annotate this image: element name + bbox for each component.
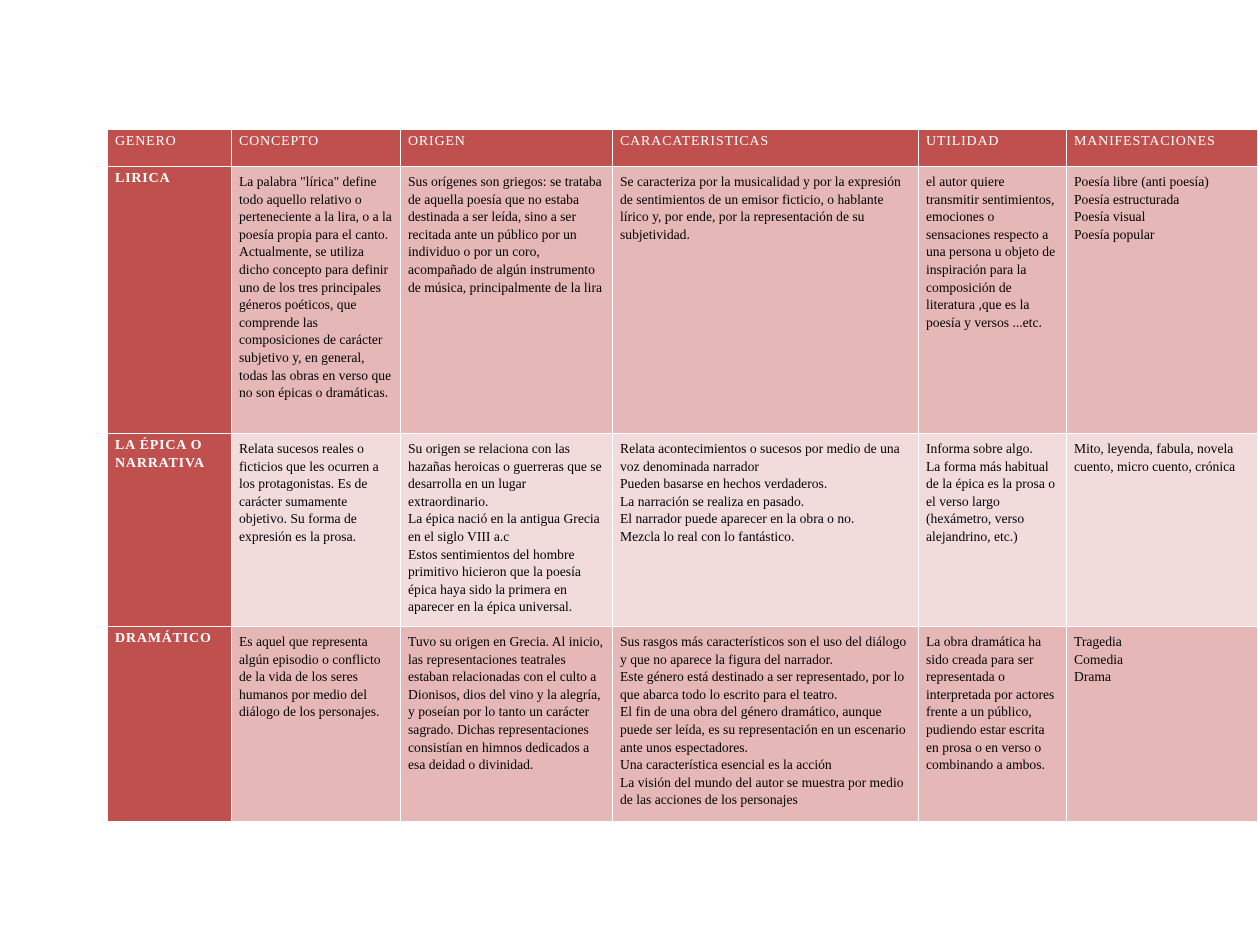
cell-concepto-epica: Relata sucesos reales o ficticios que les ocurren a los protagonistas. Es de carácter sumamente objetivo. Su forma de expresión es la prosa. bbox=[232, 434, 401, 627]
cell-concepto-lirica: La palabra "lírica" define todo aquello relativo o perteneciente a la lira, o a la poesía propia para el canto. Actualmente, se utiliza dicho concepto para definir uno de los tres principales géneros poéticos, que comprende las composiciones de carácter subjetivo y, en general, todas las obras en verso que no son épicas o dramáticas. bbox=[232, 167, 401, 434]
paragraph: Pueden basarse en hechos verdaderos. bbox=[620, 476, 828, 492]
cell-origen-lirica: Sus orígenes son griegos: se trataba de aquella poesía que no estaba destinada a ser leída, sino a ser recitada ante un público por un individuo o por un coro, acompañado de algún instrumento de música, principalmente de la lira bbox=[401, 167, 613, 434]
paragraph: Relata acontecimientos o sucesos por medio de una voz denominada narrador bbox=[620, 441, 900, 474]
manifestacion-item: Drama bbox=[1074, 669, 1111, 685]
header-origen: ORIGEN bbox=[401, 130, 613, 167]
table-row-lirica bbox=[108, 167, 1258, 434]
paragraph: La visión del mundo del autor se muestra por medio de las acciones de los personajes bbox=[620, 774, 904, 808]
cell-concepto-dramatico: Es aquel que representa algún episodio o conflicto de la vida de los seres humanos por medio del diálogo de los personajes. bbox=[232, 627, 401, 822]
cell-caracteristicas-lirica: Se caracteriza por la musicalidad y por la expresión de sentimientos de un emisor ficticio, o hablante lírico y, por ende, por la representación de su subjetividad. bbox=[613, 167, 919, 434]
genre-label-epica: LA ÉPICA O NARRATIVA bbox=[108, 434, 232, 627]
cell-manifestaciones-dramatico bbox=[1067, 627, 1258, 822]
table-header-row bbox=[108, 130, 1258, 167]
paragraph: Este género está destinado a ser representado, por lo que abarca todo lo escrito para el teatro. bbox=[620, 669, 905, 702]
header-concepto: CONCEPTO bbox=[232, 130, 401, 167]
paragraph: La forma más habitual de la épica es la prosa o el verso largo (hexámetro, verso alejandrino, etc.) bbox=[926, 458, 1056, 544]
manifestacion-item: Tragedia bbox=[1074, 634, 1122, 649]
cell-manifestaciones-epica bbox=[1067, 434, 1258, 627]
manifestacion-item: Comedia bbox=[1074, 651, 1124, 667]
paragraph: Mito, leyenda, fabula, novela cuento, micro cuento, crónica bbox=[1074, 441, 1236, 474]
cell-caracteristicas-dramatico bbox=[613, 627, 919, 822]
paragraph: El narrador puede aparecer en la obra o no. bbox=[620, 511, 855, 527]
table-row-dramatico bbox=[108, 627, 1258, 822]
manifestacion-item: Poesía libre (anti poesía) bbox=[1074, 174, 1209, 189]
cell-origen-dramatico: Tuvo su origen en Grecia. Al inicio, las representaciones teatrales estaban relacionadas con el culto a Dionisos, dios del vino y la alegría, y poseían por lo tanto un carácter sagrado. Dichas representaciones consistían en himnos dedicados a esa deidad o divinidad. bbox=[401, 627, 613, 822]
cell-origen-epica bbox=[401, 434, 613, 627]
paragraph: Mezcla lo real con lo fantástico. bbox=[620, 528, 795, 544]
manifestacion-item: Poesía estructurada bbox=[1074, 191, 1180, 207]
paragraph: Su origen se relaciona con las hazañas heroicas o guerreras que se desarrolla en un lugar extraordinario. bbox=[408, 441, 602, 509]
cell-utilidad-lirica: el autor quiere transmitir sentimientos, emociones o sensaciones respecto a una persona u objeto de inspiración para la composición de literatura ,que es la poesía y versos ...etc. bbox=[919, 167, 1067, 434]
genre-label-lirica: LIRICA bbox=[108, 167, 232, 434]
paragraph: Informa sobre algo. bbox=[926, 441, 1033, 456]
paragraph: Una característica esencial es la acción bbox=[620, 757, 832, 773]
header-genero: GENERO bbox=[108, 130, 232, 167]
literary-genres-table bbox=[107, 129, 1258, 822]
cell-caracteristicas-epica bbox=[613, 434, 919, 627]
cell-manifestaciones-lirica bbox=[1067, 167, 1258, 434]
cell-utilidad-epica bbox=[919, 434, 1067, 627]
manifestacion-item: Poesía visual bbox=[1074, 209, 1146, 225]
genre-label-dramatico: DRAMÁTICO bbox=[108, 627, 232, 822]
paragraph: Sus rasgos más característicos son el uso del diálogo y que no aparece la figura del narrador. bbox=[620, 634, 907, 667]
manifestacion-item: Poesía popular bbox=[1074, 226, 1155, 242]
header-manifestaciones: MANIFESTACIONES bbox=[1067, 130, 1258, 167]
cell-utilidad-dramatico: La obra dramática ha sido creada para ser representada o interpretada por actores frente a un público, pudiendo estar escrita en prosa o en verso o combinando a ambos. bbox=[919, 627, 1067, 822]
paragraph: Estos sentimientos del hombre primitivo hicieron que la poesía épica haya sido la primera en aparecer en la épica universal. bbox=[408, 546, 581, 615]
paragraph: La narración se realiza en pasado. bbox=[620, 493, 805, 509]
table-row-epica bbox=[108, 434, 1258, 627]
paragraph: La épica nació en la antigua Grecia en el siglo VIII a.c bbox=[408, 511, 600, 544]
paragraph: El fin de una obra del género dramático, aunque puede ser leída, es su representación en un escenario ante unos espectadores. bbox=[620, 704, 906, 755]
header-caracteristicas: CARACATERISTICAS bbox=[613, 130, 919, 167]
header-utilidad: UTILIDAD bbox=[919, 130, 1067, 167]
